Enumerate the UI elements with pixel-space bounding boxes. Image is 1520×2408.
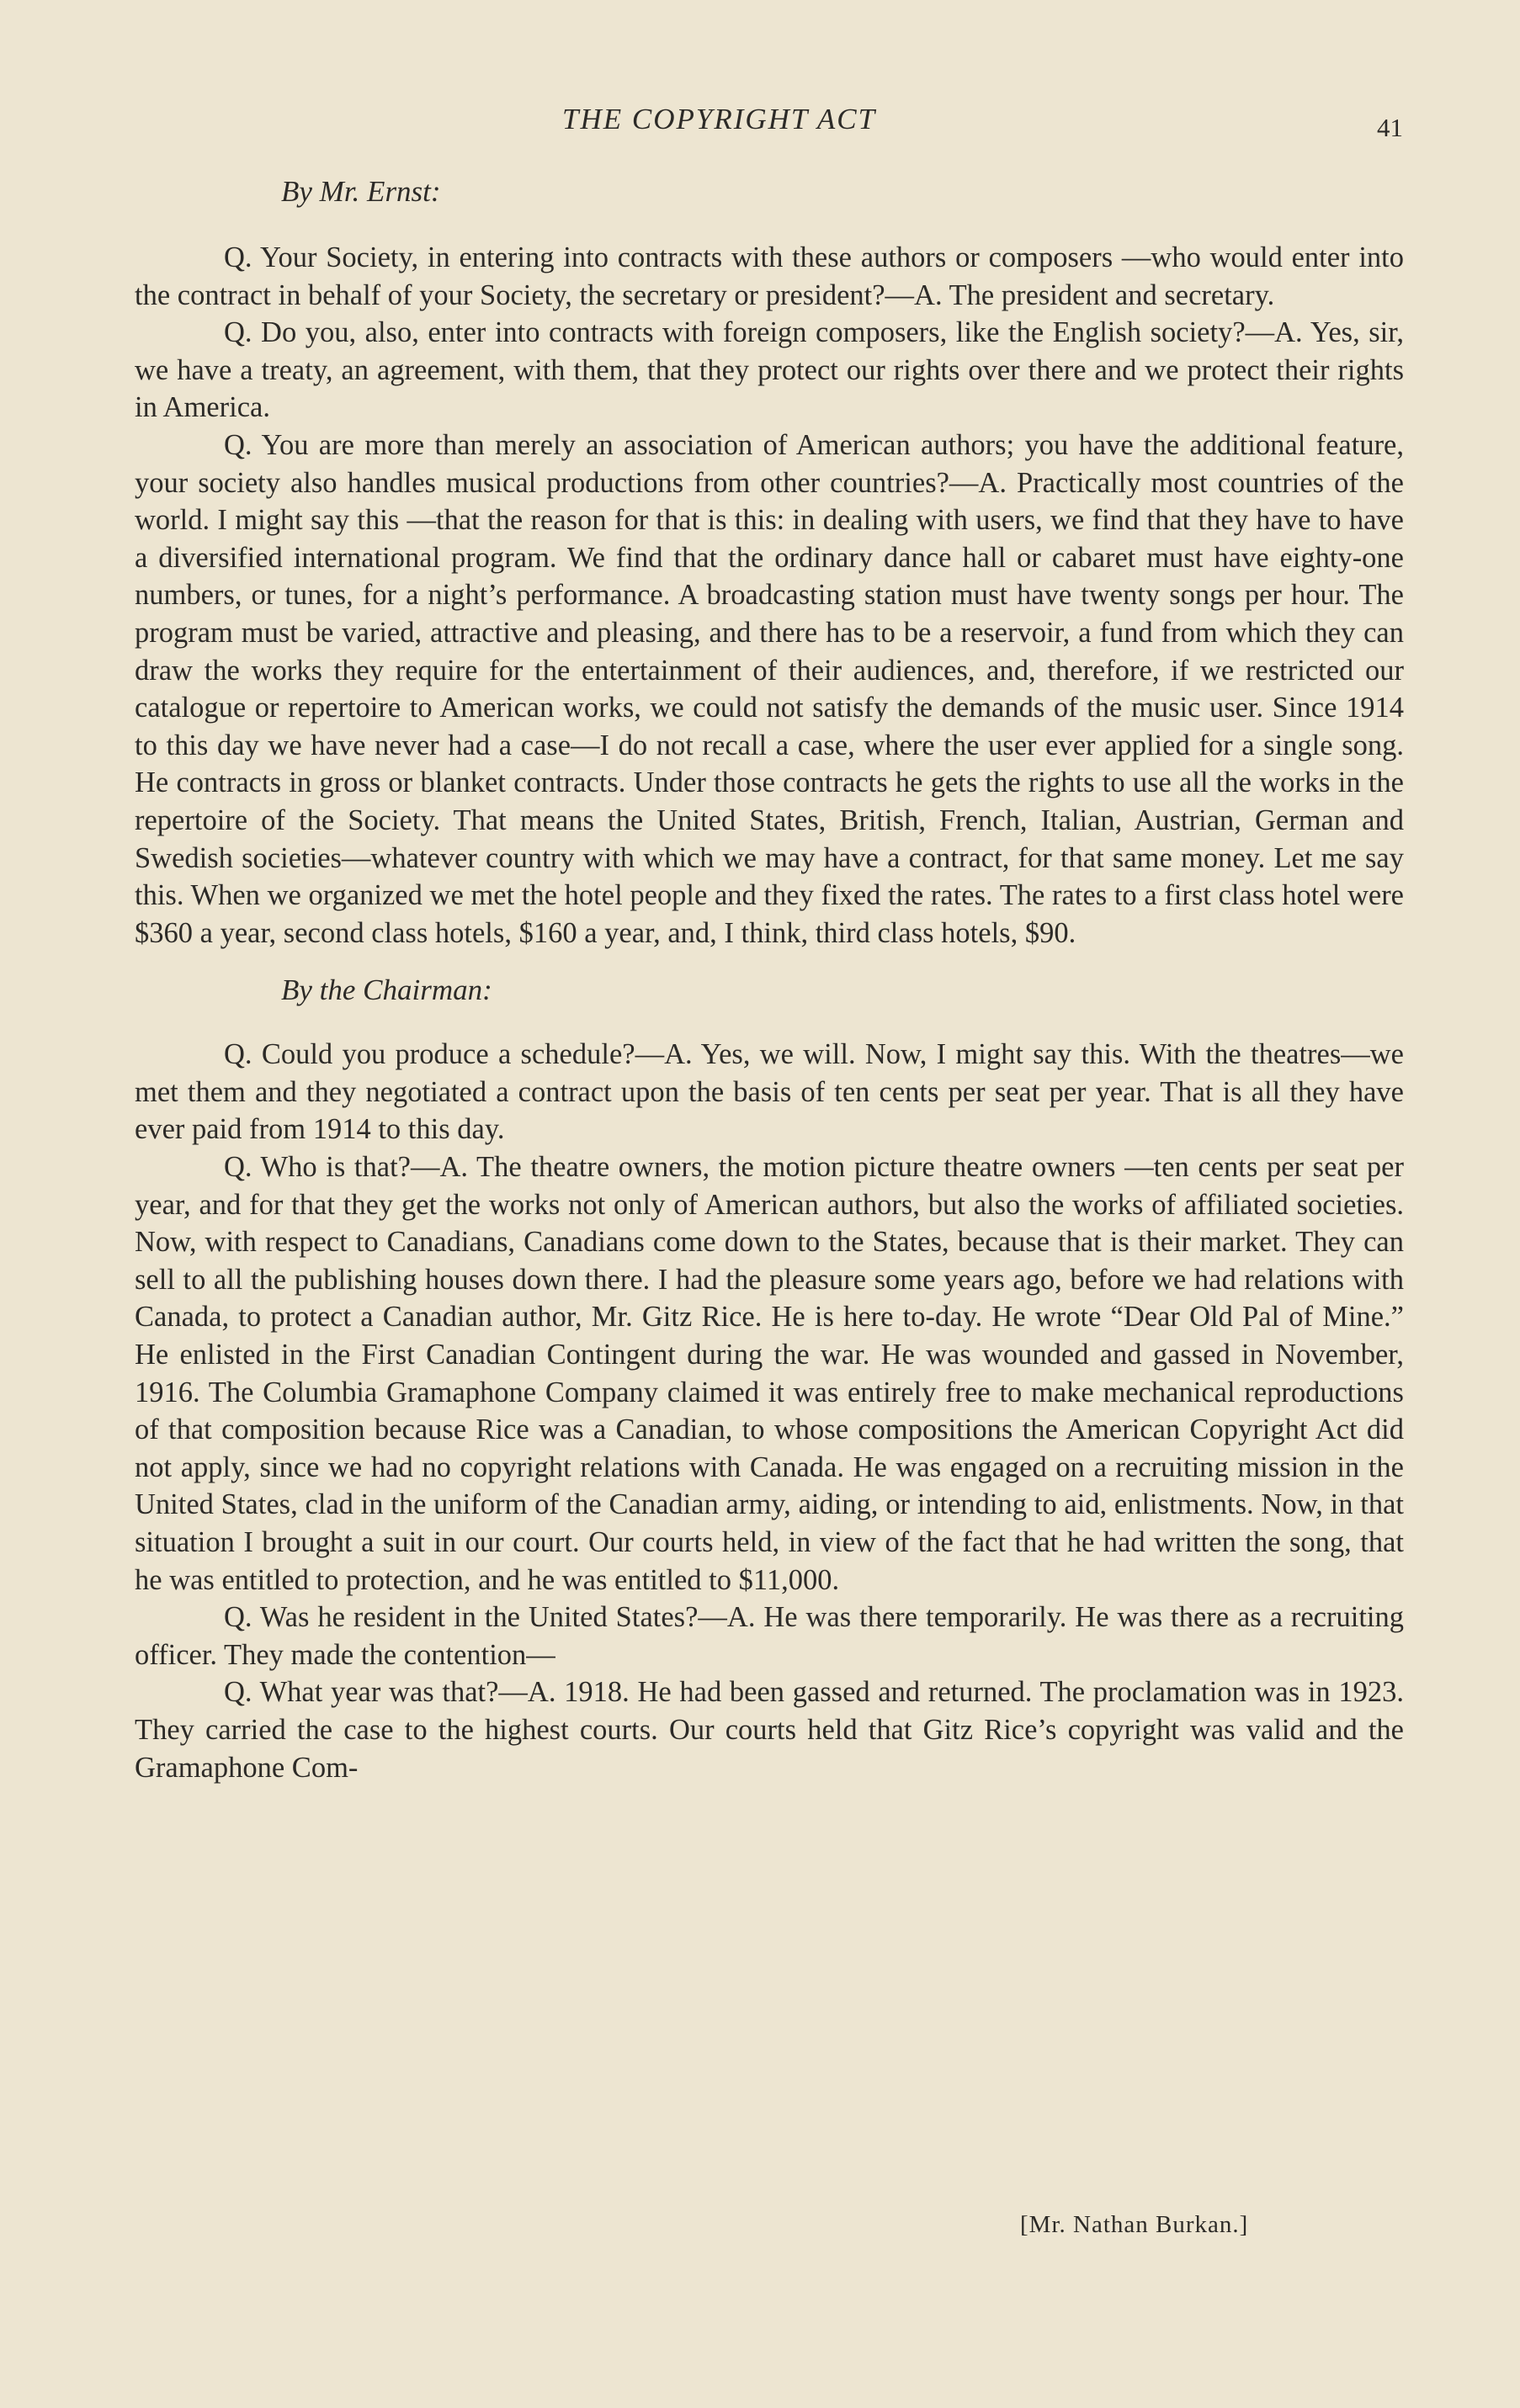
paragraph: Q. Who is that?—A. The theatre owners, the motion picture theatre owners —ten cents per seat per year, and for that they get the works not only of American authors, but also the works of affiliated societies. Now, with respect to Canadians, Canadians come down to the States, because that is their market. They can sell to all the publishing houses down there. I had the pleasure some years ago, before we had relations with Canada, to protect a Canadian author, Mr. Gitz Rice. He is here to-day. He wrote “Dear Old Pal of Mine.” He enlisted in the First Canadian Contingent during the war. He was wounded and gassed in November, 1916. The Columbia Gramaphone Company claimed it was entirely free to make mechanical reproductions of that composition because Rice was a Canadian, to whose compositions the American Copyright Act did not apply, since we had no copyright relations with Canada. He was engaged on a recruiting mission in the United States, clad in the uniform of the Canadian army, aiding, or intending to aid, enlistments. Now, in that situation I brought a suit in our court. Our courts held, in view of the fact that he had written the song, that he was entitled to protection, and he was entitled to $11,000. — [135, 1151, 1404, 1596]
running-title: THE COPYRIGHT ACT — [562, 103, 877, 135]
paragraph: Q. Was he resident in the United States?—A. He was there temporarily. He was there as a recruiting officer. They made the contention— — [135, 1601, 1404, 1671]
body-text — [135, 173, 1404, 1786]
paragraph: Q. Your Society, in entering into contracts with these authors or composers —who would enter into the contract in behalf of your Society, the secretary or president?—A. The president and secretary. — [135, 241, 1404, 311]
page-number: 41 — [1377, 113, 1403, 142]
speaker-heading: By the Chairman: — [281, 973, 492, 1007]
paragraph: Q. What year was that?—A. 1918. He had been gassed and returned. The proclamation was in 1923. They carried the case to the highest courts. Our courts held that Gitz Rice’s copyright was valid and the Gramaphone Com- — [135, 1676, 1404, 1784]
running-header — [0, 103, 1520, 145]
speaker-attribution: [Mr. Nathan Burkan.] — [1020, 2211, 1249, 2238]
paragraph: Q. You are more than merely an association of American authors; you have the additional feature, your society also handles musical productions from other countries?—A. Practically most countries of the world. I might say this —that the reason for that is this: in dealing with users, we find that they have to have a diversified international program. We find that the ordinary dance hall or cabaret must have eighty-one numbers, or tunes, for a night’s performance. A broadcasting station must have twenty songs per hour. The program must be varied, attractive and pleasing, and there has to be a reservoir, a fund from which they can draw the works they require for the entertainment of their audiences, and, therefore, if we restricted our catalogue or repertoire to American works, we could not satisfy the demands of the music user. Since 1914 to this day we have never had a case—I do not recall a case, where the user ever applied for a single song. He contracts in gross or blanket contracts. Under those contracts he gets the rights to use all the works in the repertoire of the Society. That means the United States, British, French, Italian, Austrian, German and Swedish societies—whatever country with which we may have a contract, for that same money. Let me say this. When we organized we met the hotel people and they fixed the rates. The rates to a first class hotel were $360 a year, second class hotels, $160 a year, and, I think, third class hotels, $90. — [135, 428, 1404, 949]
paragraph: Q. Could you produce a schedule?—A. Yes, we will. Now, I might say this. With the theatres—we met them and they negotiated a contract upon the basis of ten cents per seat per year. That is all they have ever paid from 1914 to this day. — [135, 1038, 1404, 1146]
paragraph: Q. Do you, also, enter into contracts with foreign composers, like the English society?—A. Yes, sir, we have a treaty, an agreement, with them, that they protect our rights over there and we protect their rights in America. — [135, 316, 1404, 424]
speaker-heading: By Mr. Ernst: — [281, 175, 441, 208]
